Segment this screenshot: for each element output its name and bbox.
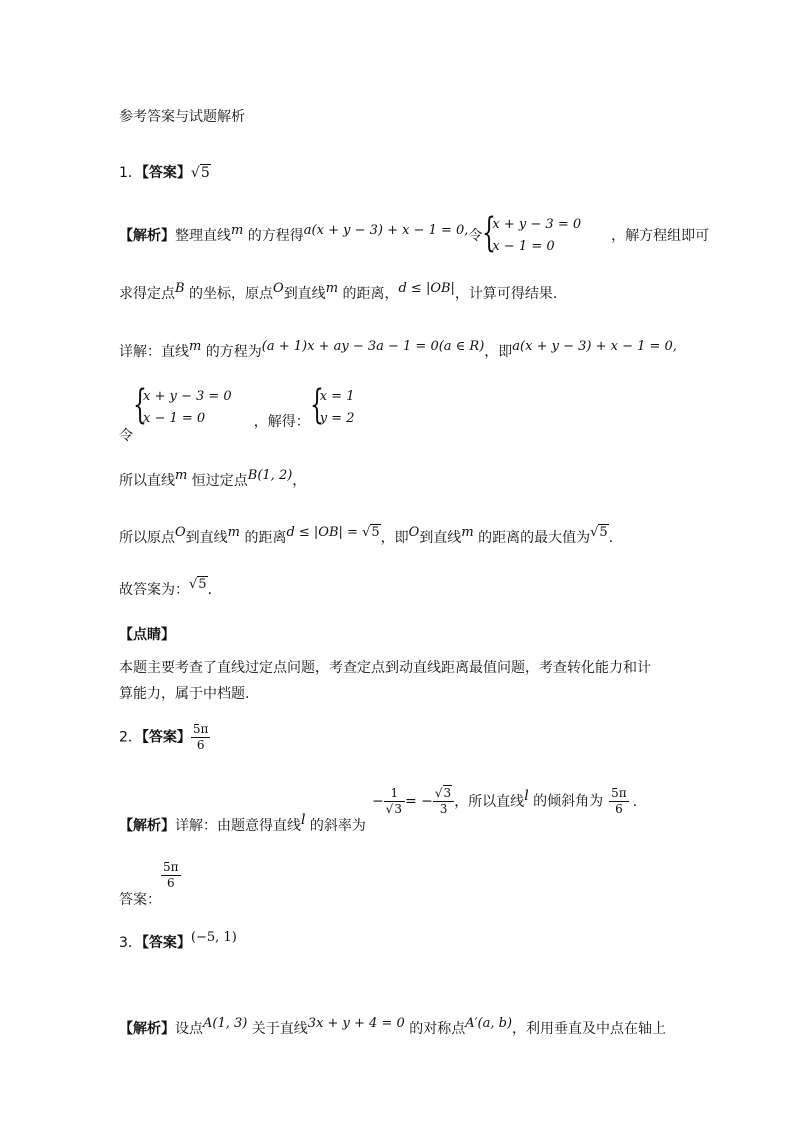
q1-text: . (608, 530, 614, 546)
q3-answer-tag: 【答案】 (141, 935, 191, 951)
q1-comment-tag: 【点睛】 (119, 627, 175, 643)
q1-sqrt5-max: √5 (590, 525, 608, 540)
q3-answer-line (119, 930, 237, 953)
q2-angle-fraction: $\frac{5\pi}{6}$ (611, 786, 627, 816)
q1-equation: a(x + y − 3) + x − 1 = 0, (303, 223, 469, 238)
q1-text: 到直线 (185, 530, 228, 546)
q2-number: 2． (119, 729, 142, 746)
q1-detail-line (119, 339, 677, 362)
q1-text: 令 (468, 228, 483, 244)
q1-text: 求得定点 (119, 286, 175, 302)
q1-text: ，即 (484, 344, 513, 360)
q1-distance-line (119, 525, 614, 548)
q1-answer-sqrt: √5 (190, 165, 210, 181)
q2-text: 的倾斜角为 (528, 793, 604, 810)
q2-text: 详解：由题意得直线 (175, 817, 301, 834)
q1-text: 的距离的最大值为 (473, 530, 591, 546)
point-A-prime: A′(a, b) (465, 1016, 513, 1031)
q1-equation: a(x + y − 3) + x − 1 = 0, (512, 339, 677, 354)
q1-text: 整理直线 (175, 228, 231, 244)
q3-line-equation: 3x + y + 4 = 0 (307, 1016, 405, 1031)
q3-text: 关于直线 (247, 1021, 308, 1037)
q2-slope-fraction2: $\frac{√3}{3}$ (433, 786, 454, 817)
q1-answer-line (119, 164, 211, 182)
q2-text: 的斜率为 (305, 817, 366, 834)
slope-equals: = − (404, 793, 433, 810)
q1-sqrt5: √5 (362, 525, 380, 540)
q1-final-sqrt5: √5 (189, 577, 207, 592)
q1-text: 所以直线 (119, 473, 175, 489)
q1-system-2: { x + y − 3 = 0 x − 1 = 0 (133, 382, 232, 428)
q1-text: 令 (119, 428, 133, 444)
q1-comment-line1: 本题主要考查了直线过定点问题，考查定点到动直线距离最值问题，考查转化能力和计 (119, 660, 651, 676)
q1-comment-line2: 算能力，属于中档题. (119, 686, 250, 702)
var-m: m (461, 525, 474, 540)
q1-distance-expr: d ≤ |OB| = (286, 525, 363, 540)
q2-analysis-line (119, 786, 638, 834)
q1-text: 所以原点 (119, 530, 175, 546)
q1-analysis-line2 (119, 281, 558, 304)
point-B: B(1, 2) (247, 468, 293, 483)
var-m: m (175, 468, 188, 483)
q1-text: ，解得： (253, 414, 310, 430)
q2-analysis-tag: 【解析】 (119, 817, 175, 834)
q1-text: 到直线 (419, 530, 462, 546)
q1-text: ，计算可得结果. (454, 286, 558, 302)
q1-text: 到直线 (283, 286, 326, 302)
q1-answer-tag: 【答案】 (141, 165, 191, 181)
slope-minus: − (371, 793, 384, 810)
var-O: O (408, 525, 420, 540)
q2-text: . (632, 793, 638, 810)
var-l: l (301, 811, 306, 828)
q1-text: 的坐标，原点 (184, 286, 274, 302)
q2-answer-line (119, 722, 210, 753)
q1-text: 的方程得 (243, 228, 304, 244)
q1-final-line (119, 577, 213, 600)
q3-number: 3． (119, 935, 142, 951)
var-O: O (273, 281, 284, 296)
q1-inequality: d ≤ |OB| (398, 281, 455, 296)
q1-number: 1． (119, 165, 142, 181)
q1-text: 故答案为： (119, 582, 189, 598)
q2-answer-tag: 【答案】 (141, 729, 191, 746)
q2-answer-label: 答案： (119, 891, 161, 908)
q1-text: ，解方程组即可 (611, 228, 710, 244)
q2-answer-fraction-2: $\frac{5\pi}{6}$ (163, 860, 179, 890)
var-m: m (231, 223, 244, 238)
q2-text: ，所以直线 (454, 793, 525, 810)
q1-text: 的距离 (240, 530, 287, 546)
var-O: O (175, 525, 186, 540)
q3-text: ，利用垂直及中点在轴上 (512, 1021, 667, 1037)
point-A: A(1, 3) (203, 1016, 248, 1031)
q1-system-3: { x = 1 y = 2 (309, 382, 355, 428)
page-title: 参考答案与试题解析 (119, 109, 245, 125)
q1-solve-line (119, 382, 355, 444)
q1-text: 的方程为 (201, 344, 262, 360)
var-m: m (325, 281, 339, 296)
q1-text: 的距离， (338, 286, 399, 302)
q1-text: 详解：直线 (119, 344, 189, 360)
q1-text: . (207, 582, 213, 598)
q1-text: ， (292, 473, 307, 489)
q3-text: 设点 (175, 1021, 203, 1037)
q1-fixed-point-line (119, 468, 307, 491)
q1-text: ，即 (380, 530, 409, 546)
q2-slope-fraction1: $\frac{1}{√3}$ (384, 786, 405, 817)
var-B: B (175, 281, 185, 296)
q3-text: 的对称点 (404, 1021, 466, 1037)
q3-analysis-tag: 【解析】 (119, 1021, 175, 1037)
q2-answer-fraction: $\frac{5\pi}{6}$ (192, 722, 209, 752)
var-m: m (189, 339, 202, 354)
q2-answer-label-line (119, 860, 181, 908)
var-m: m (227, 525, 240, 540)
q1-equation-general: (a + 1)x + ay − 3a − 1 = 0(a ∈ R) (261, 339, 485, 354)
q3-answer: (−5, 1) (190, 930, 237, 945)
q1-analysis-line1 (119, 210, 710, 258)
q1-system-1: { x + y − 3 = 0 x − 1 = 0 (482, 210, 582, 256)
q3-analysis-line (119, 1016, 667, 1039)
var-l: l (524, 787, 529, 804)
q1-analysis-tag: 【解析】 (119, 228, 175, 244)
q1-text: 恒过定点 (187, 473, 248, 489)
